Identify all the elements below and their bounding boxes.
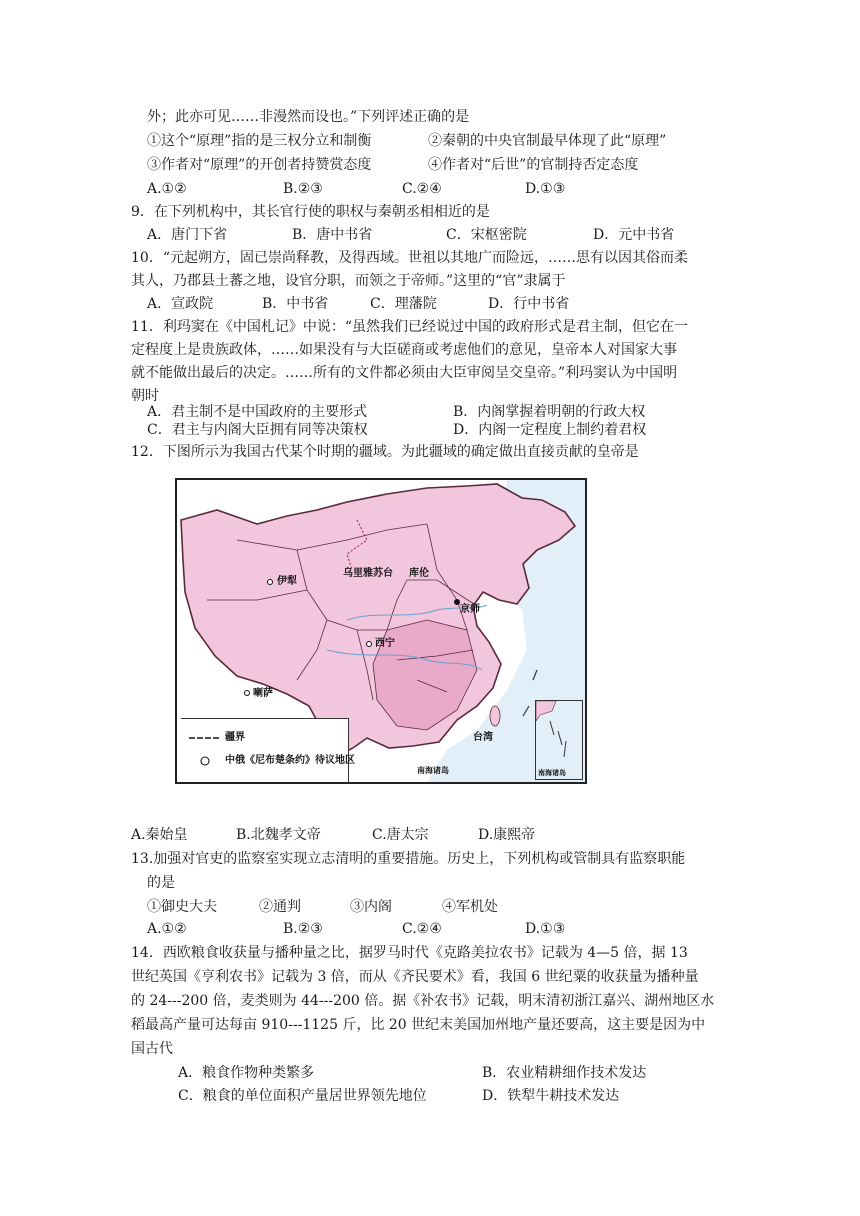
q10-stem-1: 10．“元起朔方，固已崇尚释教，及得西域。世祖以其地广而险远，……思有以因其俗而柔 bbox=[131, 250, 688, 266]
q13-item-1: ①御史大夫 bbox=[147, 899, 217, 915]
map-label-jingshi: 京师 bbox=[460, 604, 480, 615]
q9-option-b[interactable]: B．唐中书省 bbox=[292, 227, 373, 243]
q10-option-a[interactable]: A．宣政院 bbox=[147, 296, 214, 312]
q8-item-1: ①这个“原理”指的是三权分立和制衡 bbox=[147, 133, 372, 149]
q11-option-d[interactable]: D．内阁一定程度上制约着君权 bbox=[453, 422, 647, 438]
city-dot-lasa bbox=[245, 691, 250, 696]
q8-option-a[interactable]: A.①② bbox=[147, 181, 187, 197]
q13-item-3: ③内阁 bbox=[350, 899, 392, 915]
q8-option-d[interactable]: D.①③ bbox=[525, 181, 566, 197]
q14-stem-4: 稻最高产量可达每亩 910---1125 斤，比 20 世纪末美国加州地产量还要高，这主要是因为中 bbox=[131, 1017, 706, 1033]
q13-item-2: ②通判 bbox=[259, 899, 301, 915]
city-dot-yili bbox=[268, 580, 273, 585]
q12-option-b[interactable]: B.北魏孝文帝 bbox=[236, 827, 321, 843]
q13-stem-1: 13.加强对官吏的监察室实现立志清明的重要措施。历史上，下列机构或管制具有监察职能 bbox=[131, 851, 686, 867]
q14-stem-1: 14．西欧粮食收获量与播种量之比，据罗马时代《克路美拉农书》记载为 4—5 倍，据 13 bbox=[131, 945, 688, 961]
map-label-yili: 伊犁 bbox=[277, 576, 297, 587]
q14-stem-2: 世纪英国《亨利农书》记载为 3 倍，而从《齐民要术》看，我国 6 世纪粟的收获量为播种量 bbox=[131, 969, 699, 985]
q8-item-4: ④作者对“后世”的官制持否定态度 bbox=[428, 157, 639, 173]
q12-option-d[interactable]: D.康熙帝 bbox=[478, 827, 536, 843]
q8-option-c[interactable]: C.②④ bbox=[402, 181, 442, 197]
legend-border-symbol bbox=[189, 733, 219, 743]
map-legend bbox=[181, 718, 355, 782]
map-label-lasa: 喇萨 bbox=[253, 688, 273, 699]
map-label-nanhai: 南海诸岛 bbox=[417, 765, 449, 775]
q10-option-c[interactable]: C．理藩院 bbox=[370, 296, 437, 312]
q13-option-b[interactable]: B.②③ bbox=[283, 921, 323, 937]
inset-label: 南海诸岛 bbox=[538, 768, 566, 777]
legend-border-label: 疆界 bbox=[225, 732, 245, 743]
city-dot-xining bbox=[367, 642, 372, 647]
q12-option-a[interactable]: A.秦始皇 bbox=[131, 827, 188, 843]
taiwan-island bbox=[490, 706, 500, 726]
q12-option-c[interactable]: C.唐太宗 bbox=[372, 827, 429, 843]
q8-item-3: ③作者对“原理”的开创者持赞赏态度 bbox=[147, 157, 372, 173]
q14-option-b[interactable]: B．农业精耕细作技术发达 bbox=[482, 1065, 647, 1081]
south-sea-inset bbox=[535, 700, 583, 780]
legend-treaty-symbol bbox=[199, 755, 211, 767]
q9-option-c[interactable]: C．宋枢密院 bbox=[446, 227, 527, 243]
q11-stem-2: 定程度上是贵族政体，……如果没有与大臣磋商或考虑他们的意见，皇帝本人对国家大事 bbox=[131, 342, 677, 358]
q9-option-d[interactable]: D．元中书省 bbox=[593, 227, 675, 243]
q14-option-d[interactable]: D．铁犁牛耕技术发达 bbox=[482, 1088, 620, 1104]
map-label-taiwan: 台湾 bbox=[473, 732, 493, 743]
q10-option-b[interactable]: B．中书省 bbox=[262, 296, 329, 312]
q11-stem-1: 11．利玛窦在《中国札记》中说：“虽然我们已经说过中国的政府形式是君主制，但它在一 bbox=[131, 319, 688, 335]
q11-option-c[interactable]: C．君主与内阁大臣拥有同等决策权 bbox=[147, 422, 368, 438]
q8-option-b[interactable]: B.②③ bbox=[283, 181, 323, 197]
q8-item-2: ②秦朝的中央官制最早体现了此“原理” bbox=[428, 133, 667, 149]
q12-stem: 12．下图所示为我国古代某个时期的疆域。为此疆域的确定做出直接贡献的皇帝是 bbox=[131, 444, 639, 460]
q13-item-4: ④军机处 bbox=[442, 899, 498, 915]
q14-option-a[interactable]: A．粮食作物种类繁多 bbox=[178, 1065, 315, 1081]
q11-stem-3: 就不能做出最后的决定。……所有的文件都必须由大臣审阅呈交皇帝。”利玛窦认为中国明 bbox=[131, 365, 678, 381]
q13-option-c[interactable]: C.②④ bbox=[402, 921, 442, 937]
q9-option-a[interactable]: A．唐门下省 bbox=[147, 227, 228, 243]
q9-stem: 9．在下列机构中，其长官行使的职权与秦朝丞相相近的是 bbox=[131, 204, 490, 220]
map-label-xining: 西宁 bbox=[375, 638, 395, 649]
q13-option-a[interactable]: A.①② bbox=[147, 921, 187, 937]
q10-option-d[interactable]: D．行中书省 bbox=[488, 296, 570, 312]
map-label-wuliyasutai: 乌里雅苏台 bbox=[343, 568, 393, 579]
q13-option-d[interactable]: D.①③ bbox=[525, 921, 566, 937]
q11-option-b[interactable]: B．内阁掌握着明朝的行政大权 bbox=[453, 404, 646, 420]
qing-territory-map bbox=[175, 478, 587, 784]
q14-option-c[interactable]: C．粮食的单位面积产量居世界领先地位 bbox=[178, 1088, 427, 1104]
q14-stem-5: 国古代 bbox=[131, 1041, 173, 1057]
legend-treaty-label: 中俄《尼布楚条约》待议地区 bbox=[225, 755, 355, 766]
q10-stem-2: 其人，乃郡县土蕃之地，设官分职，而领之于帝师。”这里的“官”隶属于 bbox=[131, 273, 566, 289]
map-label-kulun: 库伦 bbox=[409, 568, 429, 579]
q14-stem-3: 的 24---200 倍，麦类则为 44---200 倍。据《补农书》记载，明末清初浙江嘉兴、湖州地区水 bbox=[131, 993, 715, 1009]
q13-stem-2: 的是 bbox=[147, 875, 175, 891]
q11-option-a[interactable]: A．君主制不是中国政府的主要形式 bbox=[147, 404, 368, 420]
q8-stem-tail: 外；此亦可见……非漫然而设也。”下列评述正确的是 bbox=[147, 109, 470, 125]
q11-stem-4: 朝时 bbox=[131, 388, 159, 404]
